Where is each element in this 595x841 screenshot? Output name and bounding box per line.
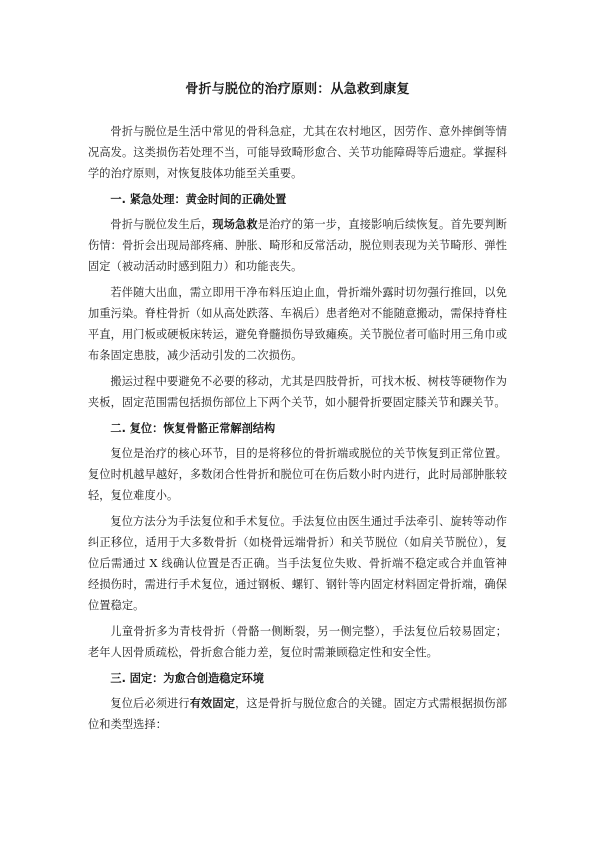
- section-3-p1-text-before: 复位后必须进行: [110, 697, 190, 710]
- section-2-paragraph-2: 复位方法分为手法复位和手术复位。手法复位由医生通过手法牵引、旋转等动作纠正移位，适用于大多数骨折（如桡骨远端骨折）和关节脱位（如肩关节脱位），复位后需通过 X 线确认位置是否正确。当手法复位失败、骨折端不稳定或合并血管神经损伤时，需进行手术复位，通过钢板、螺钉、钢针等内固定材料固定骨折端，确保位置稳定。: [88, 515, 507, 612]
- section-1-paragraph-3: 搬运过程中要避免不必要的移动，尤其是四肢骨折，可找木板、树枝等硬物作为夹板，固定范围需包括损伤部位上下两个关节，如小腿骨折要固定膝关节和踝关节。: [88, 375, 507, 409]
- section-2-heading: 二. 复位：恢复骨骼正常解剖结构: [110, 422, 276, 435]
- section-1-paragraph-1: [88, 214, 507, 277]
- section-1-p1-text-before: 骨折与脱位发生后，: [110, 218, 213, 231]
- document-title: 骨折与脱位的治疗原则：从急救到康复: [185, 82, 410, 97]
- intro-paragraph: 骨折与脱位是生活中常见的骨科急症，尤其在农村地区，因劳作、意外摔倒等情况高发。这类损伤若处理不当，可能导致畸形愈合、关节功能障碍等后遗症。掌握科学的治疗原则，对恢复肢体功能至关重要。: [88, 125, 507, 180]
- section-3-p1-emphasis: 有效固定: [189, 697, 236, 710]
- section-2-paragraph-3: 儿童骨折多为青枝骨折（骨骼一侧断裂，另一侧完整），手法复位后较易固定；老年人因骨质疏松，骨折愈合能力差，复位时需兼顾稳定性和安全性。: [88, 625, 507, 659]
- section-1-p1-emphasis: 现场急救: [212, 218, 258, 231]
- section-1-paragraph-2: 若伴随大出血，需立即用干净布料压迫止血，骨折端外露时切勿强行推回，以免加重污染。脊柱骨折（如从高处跌落、车祸后）患者绝对不能随意搬动，需保持脊柱平直，用门板或硬板床转运，避免脊髓损伤导致瘫痪。关节脱位者可临时用三角巾或布条固定患肢，减少活动引发的二次损伤。: [88, 286, 507, 362]
- section-3-paragraph-1: [88, 693, 507, 735]
- section-2-paragraph-1: 复位是治疗的核心环节，目的是将移位的骨折端或脱位的关节恢复到正常位置。复位时机越早越好，多数闭合性骨折和脱位可在伤后数小时内进行，此时局部肿胀较轻，复位难度小。: [88, 447, 507, 502]
- section-1-p1-text-after: 是治疗的第一步，直接影响后续恢复。首先要判断伤情：骨折会出现局部疼痛、肿胀、畸形和反常活动，脱位则表现为关节畸形、弹性固定（被动活动时感到阻力）和功能丧失。: [88, 218, 508, 273]
- document-body: [88, 121, 507, 740]
- section-3-heading: 三. 固定：为愈合创造稳定环境: [110, 672, 264, 685]
- section-3-p1-text-after: ，这是骨折与脱位愈合的关键。固定方式需根据损伤部位和类型选择：: [88, 697, 507, 731]
- section-1-heading: 一. 紧急处理：黄金时间的正确处置: [110, 193, 287, 206]
